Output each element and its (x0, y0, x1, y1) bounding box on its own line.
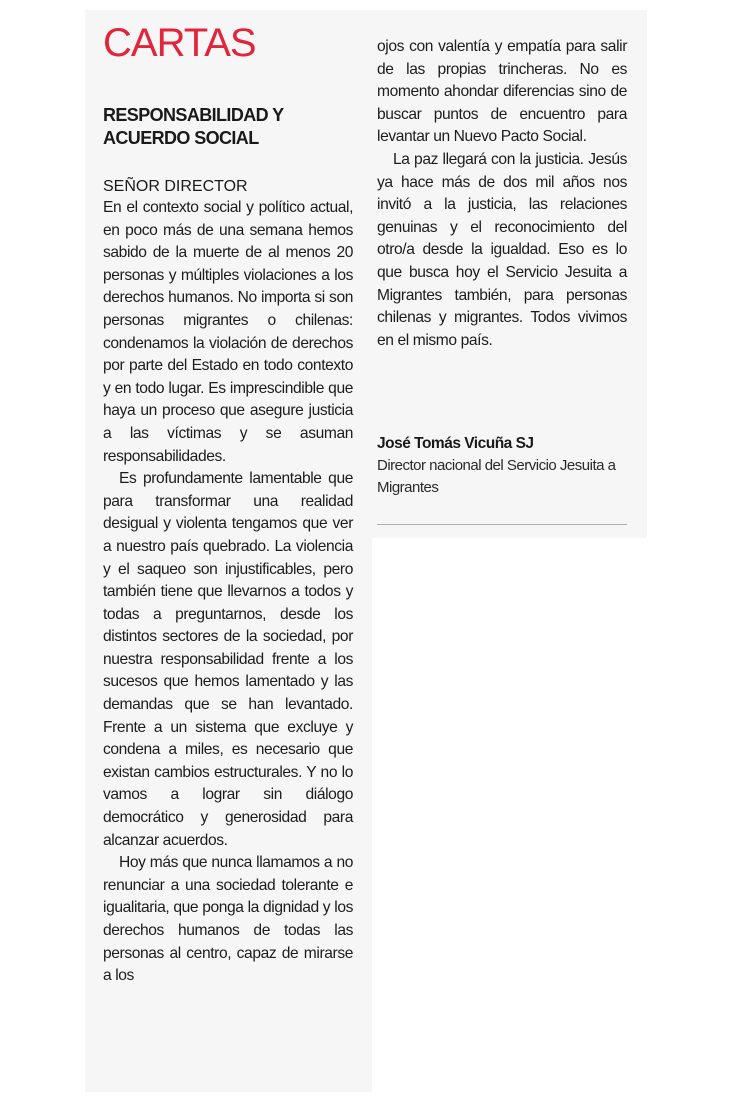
letter-headline: RESPONSABILIDAD Y ACUERDO SOCIAL (103, 105, 284, 148)
salutation: SEÑOR DIRECTOR (103, 178, 248, 195)
paragraph-4: La paz llegará con la justicia. Jesús ya hace más de dos mil años nos invitó a la justicia, las relaciones genuinas y el reconocimiento del otro/a desde la igualdad. Eso es lo que busca hoy el Servicio Jesuita a Migrantes también, para personas chilenas y migrantes. Todos vivimos en el mismo país. (377, 150, 627, 349)
signature-block (377, 433, 627, 499)
paragraph-1: En el contexto social y político actual, en poco más de una semana hemos sabido de la muerte de al menos 20 personas y múltiples violaciones a los derechos humanos. No importa si son personas migrantes o chilenas: condenamos la violación de derechos por parte del Estado en todo contexto y en todo lugar. Es imprescindible que haya un proceso que asegure justicia a las víctimas y se asuman responsabilidades. (103, 199, 353, 465)
paragraph-3-continued: ojos con valentía y empatía para salir de las propias trincheras. No es momento ahondar diferencias sino de buscar puntos de encuentro para levantar un Nuevo Pacto Social. (377, 38, 627, 146)
author-role: Director nacional del Servicio Jesuita a Migrantes (377, 457, 616, 496)
section-title: CARTAS (103, 21, 256, 65)
author-name: José Tomás Vicuña SJ (377, 435, 534, 452)
paragraph-3-start: Hoy más que nunca llamamos a no renunciar a una sociedad tolerante e igualitaria, que ponga la dignidad y los derechos humanos de todas las personas al centro, capaz de mirarse a los (103, 854, 353, 985)
paragraph-2: Es profundamente lamentable que para transformar una realidad desigual y violenta tengamos que ver a nuestro país quebrado. La violencia y el saqueo son injustificables, pero también tiene que llevarnos a todos y todas a preguntarnos, desde los distintos sectores de la sociedad, por nuestra responsabilidad frente a los sucesos que hemos lamentado y las demandas que se han levantado. Frente a un sistema que excluye y condena a miles, es necesario que existan cambios estructurales. Y no lo vamos a lograr sin diálogo democrático y generosidad para alcanzar acuerdos. (103, 470, 353, 849)
letter-body-left-column (103, 197, 353, 988)
closing-divider (377, 524, 627, 525)
letter-body-right-column (377, 36, 627, 352)
